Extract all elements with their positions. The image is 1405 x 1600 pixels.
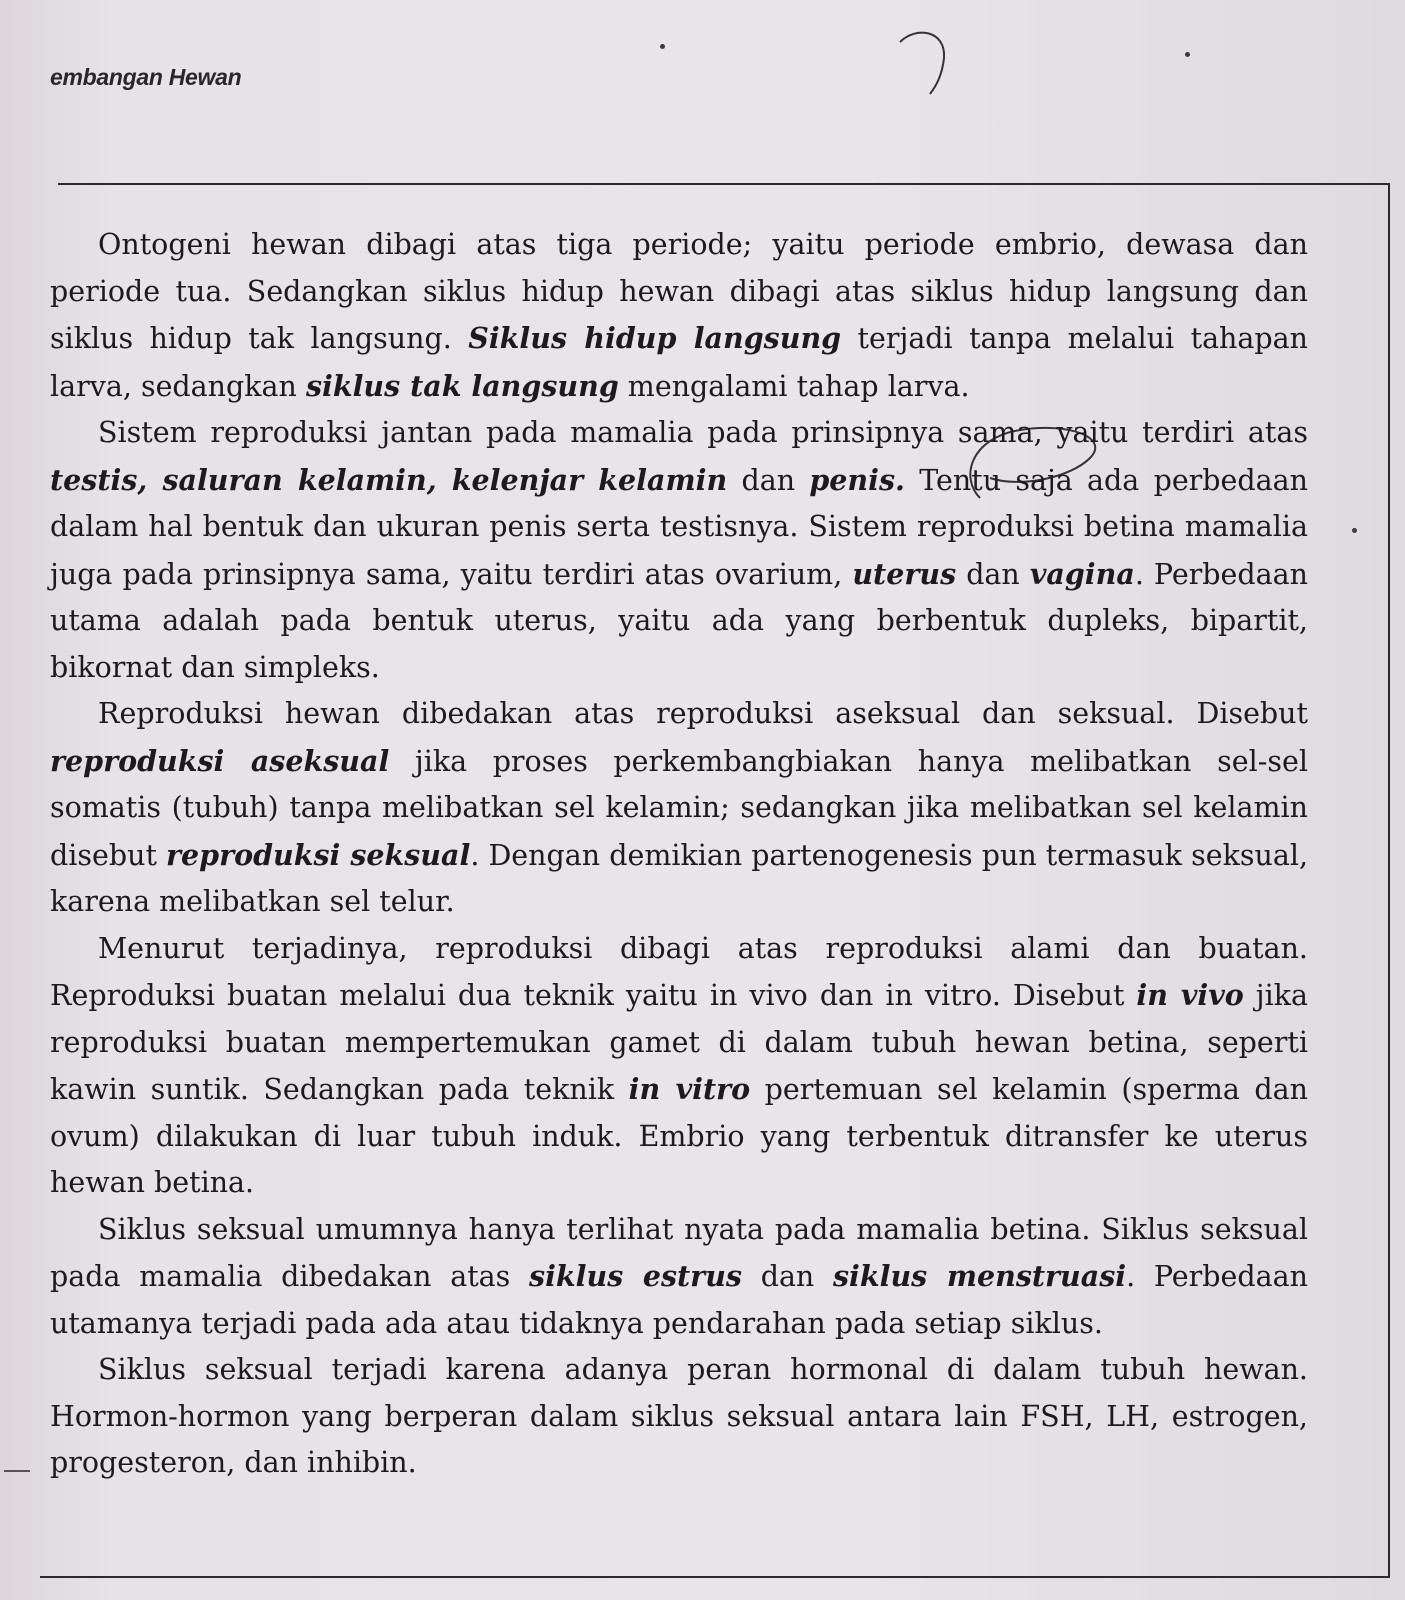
paragraph-3	[50, 691, 1308, 926]
italic-term: siklus estrus	[529, 1259, 742, 1293]
text-run: Reproduksi hewan dibedakan atas reproduksi aseksual dan seksual. Disebut	[98, 697, 1308, 730]
italic-term: reproduksi aseksual	[50, 743, 390, 778]
italic-term: vagina	[1029, 556, 1135, 591]
text-run: jika proses perkembangbiakan hanya melibatkan sel-sel somatis (tubuh) tanpa melibatkan sel kelamin; sedangkan jika melibatkan sel kelamin disebut	[50, 744, 1308, 872]
text-run: Ontogeni hewan dibagi atas tiga periode; yaitu periode embrio, dewasa dan periode tua. Sedangkan siklus hidup hewan dibagi atas siklus hidup langsung dan siklus hidup tak langsung.	[50, 228, 1308, 355]
text-run: mengalami tahap larva.	[618, 369, 970, 403]
italic-term: Siklus hidup langsung	[468, 321, 842, 355]
paragraph-1	[50, 222, 1308, 410]
paragraph-5	[50, 1207, 1308, 1348]
italic-term: reproduksi seksual	[166, 837, 471, 872]
text-run: terjadi tanpa melalui tahapan larva, sedangkan	[50, 322, 1308, 403]
paragraph-2	[50, 410, 1308, 691]
text-run: . Dengan demikian partenogenesis pun termasuk seksual, karena melibatkan sel telur.	[50, 838, 1308, 918]
text-run: dan	[727, 463, 810, 497]
text-run: Sistem reproduksi jantan pada mamalia pada prinsipnya sama, yaitu terdiri atas	[98, 416, 1308, 449]
text-run: Menurut terjadinya, reproduksi dibagi atas reproduksi alami dan buatan. Reproduksi buatan melalui dua teknik yaitu in vivo dan in vitro. Disebut	[50, 931, 1308, 1012]
margin-tick	[4, 1470, 30, 1472]
text-run: Siklus seksual umumnya hanya terlihat nyata pada mamalia betina. Siklus seksual pada mamalia dibedakan atas	[50, 1212, 1308, 1293]
italic-term: testis, saluran kelamin, kelenjar kelamin	[50, 462, 728, 497]
text-run: dan	[956, 557, 1030, 591]
paragraph-4	[50, 926, 1308, 1207]
text-run: Tentu saja ada perbedaan dalam hal bentuk dan ukuran penis serta testisnya. Sistem reproduksi betina mamalia juga pada prinsipnya sama, yaitu terdiri atas ovarium,	[50, 463, 1308, 591]
text-run: Siklus seksual terjadi karena adanya peran hormonal di dalam tubuh hewan. Hormon-hormon yang berperan dalam siklus seksual antara lain FSH, LH, estrogen, progesteron, dan inhibin.	[50, 1353, 1308, 1479]
italic-term: in vitro	[628, 1072, 751, 1106]
speck	[1352, 528, 1357, 533]
running-head: embangan Hewan	[50, 64, 242, 90]
box-bottom-rule	[40, 1576, 1390, 1578]
text-run: . Perbedaan utamanya terjadi pada ada atau tidaknya pendarahan pada setiap siklus.	[50, 1260, 1308, 1340]
text-run: dan	[741, 1260, 834, 1293]
speck	[660, 44, 665, 49]
text-run: jika reproduksi buatan mempertemukan gamet di dalam tubuh hewan betina, seperti kawin suntik. Sedangkan pada teknik	[50, 979, 1308, 1106]
italic-term: siklus tak langsung	[305, 368, 619, 403]
text-run: . Perbedaan utama adalah pada bentuk uterus, yaitu ada yang berbentuk dupleks, bipartit, bikornat dan simpleks.	[50, 557, 1309, 684]
italic-term: uterus	[852, 556, 957, 591]
italic-term: penis.	[809, 462, 905, 497]
italic-term: in vivo	[1136, 978, 1244, 1012]
italic-term: siklus menstruasi	[833, 1259, 1127, 1293]
body-text	[50, 222, 1308, 1487]
paragraph-6	[50, 1347, 1308, 1487]
text-run: pertemuan sel kelamin (sperma dan ovum) dilakukan di luar tubuh induk. Embrio yang terbentuk ditransfer ke uterus hewan betina.	[50, 1073, 1308, 1199]
pen-mark-icon	[896, 24, 956, 104]
speck	[1185, 52, 1190, 57]
